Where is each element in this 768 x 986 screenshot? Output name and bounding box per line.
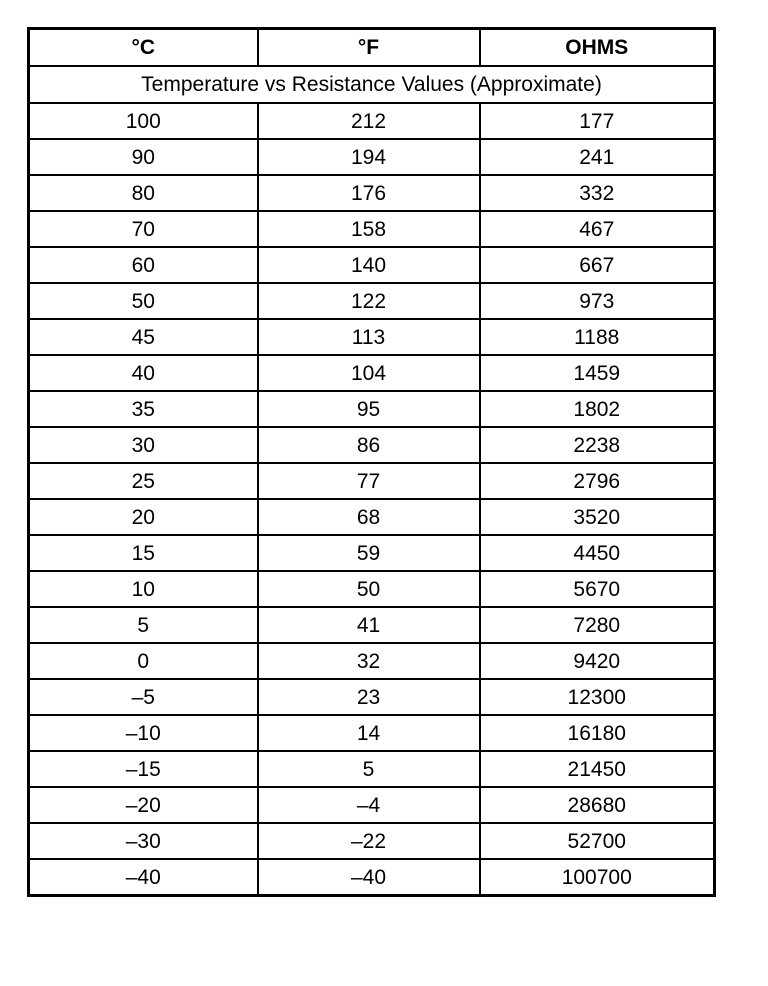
cell-fahrenheit: 194 (258, 139, 480, 175)
table-row (29, 679, 715, 715)
cell-ohms: 5670 (480, 571, 715, 607)
cell-ohms: 241 (480, 139, 715, 175)
cell-ohms: 2238 (480, 427, 715, 463)
table-row (29, 643, 715, 679)
cell-celsius: 60 (29, 247, 258, 283)
cell-fahrenheit: 41 (258, 607, 480, 643)
cell-fahrenheit: 77 (258, 463, 480, 499)
table-row (29, 427, 715, 463)
cell-ohms: 7280 (480, 607, 715, 643)
cell-celsius: –30 (29, 823, 258, 859)
table-row (29, 787, 715, 823)
cell-fahrenheit: 86 (258, 427, 480, 463)
table-row (29, 607, 715, 643)
cell-celsius: –15 (29, 751, 258, 787)
table-row (29, 355, 715, 391)
cell-fahrenheit: –4 (258, 787, 480, 823)
table-row (29, 391, 715, 427)
cell-fahrenheit: 68 (258, 499, 480, 535)
table-row (29, 571, 715, 607)
cell-fahrenheit: 32 (258, 643, 480, 679)
table-row (29, 139, 715, 175)
header-ohms: OHMS (480, 29, 715, 67)
table-row (29, 283, 715, 319)
table-row (29, 499, 715, 535)
cell-ohms: 28680 (480, 787, 715, 823)
cell-ohms: 332 (480, 175, 715, 211)
cell-celsius: 50 (29, 283, 258, 319)
cell-fahrenheit: 212 (258, 103, 480, 139)
table-row (29, 823, 715, 859)
cell-fahrenheit: 5 (258, 751, 480, 787)
cell-ohms: 1459 (480, 355, 715, 391)
table-row (29, 463, 715, 499)
table-body (29, 103, 715, 896)
cell-fahrenheit: 113 (258, 319, 480, 355)
cell-celsius: –20 (29, 787, 258, 823)
cell-celsius: 15 (29, 535, 258, 571)
caption-row (29, 66, 715, 103)
cell-ohms: 973 (480, 283, 715, 319)
cell-ohms: 177 (480, 103, 715, 139)
cell-ohms: 467 (480, 211, 715, 247)
cell-fahrenheit: –40 (258, 859, 480, 896)
cell-celsius: 25 (29, 463, 258, 499)
cell-ohms: 3520 (480, 499, 715, 535)
cell-celsius: 0 (29, 643, 258, 679)
cell-celsius: 90 (29, 139, 258, 175)
cell-ohms: 1188 (480, 319, 715, 355)
table-caption: Temperature vs Resistance Values (Approximate) (29, 66, 715, 103)
cell-ohms: 9420 (480, 643, 715, 679)
table-row (29, 175, 715, 211)
cell-celsius: 20 (29, 499, 258, 535)
cell-fahrenheit: 140 (258, 247, 480, 283)
cell-celsius: –5 (29, 679, 258, 715)
table-row (29, 247, 715, 283)
cell-ohms: 1802 (480, 391, 715, 427)
table-row (29, 715, 715, 751)
table-row (29, 211, 715, 247)
cell-fahrenheit: 95 (258, 391, 480, 427)
cell-celsius: 30 (29, 427, 258, 463)
cell-fahrenheit: –22 (258, 823, 480, 859)
cell-celsius: 45 (29, 319, 258, 355)
cell-celsius: 100 (29, 103, 258, 139)
cell-ohms: 667 (480, 247, 715, 283)
cell-fahrenheit: 14 (258, 715, 480, 751)
cell-fahrenheit: 23 (258, 679, 480, 715)
cell-ohms: 4450 (480, 535, 715, 571)
table-row (29, 859, 715, 896)
cell-celsius: 70 (29, 211, 258, 247)
cell-ohms: 12300 (480, 679, 715, 715)
cell-celsius: 35 (29, 391, 258, 427)
cell-ohms: 52700 (480, 823, 715, 859)
cell-fahrenheit: 59 (258, 535, 480, 571)
cell-fahrenheit: 122 (258, 283, 480, 319)
cell-ohms: 21450 (480, 751, 715, 787)
temperature-resistance-table (27, 27, 716, 897)
table-row (29, 751, 715, 787)
cell-celsius: 5 (29, 607, 258, 643)
cell-celsius: 40 (29, 355, 258, 391)
cell-ohms: 16180 (480, 715, 715, 751)
cell-ohms: 2796 (480, 463, 715, 499)
cell-fahrenheit: 176 (258, 175, 480, 211)
cell-ohms: 100700 (480, 859, 715, 896)
cell-fahrenheit: 158 (258, 211, 480, 247)
cell-celsius: –10 (29, 715, 258, 751)
cell-celsius: 80 (29, 175, 258, 211)
cell-fahrenheit: 50 (258, 571, 480, 607)
header-row (29, 29, 715, 67)
header-celsius: °C (29, 29, 258, 67)
cell-celsius: –40 (29, 859, 258, 896)
table-row (29, 319, 715, 355)
cell-fahrenheit: 104 (258, 355, 480, 391)
cell-celsius: 10 (29, 571, 258, 607)
table-row (29, 535, 715, 571)
header-fahrenheit: °F (258, 29, 480, 67)
table-row (29, 103, 715, 139)
